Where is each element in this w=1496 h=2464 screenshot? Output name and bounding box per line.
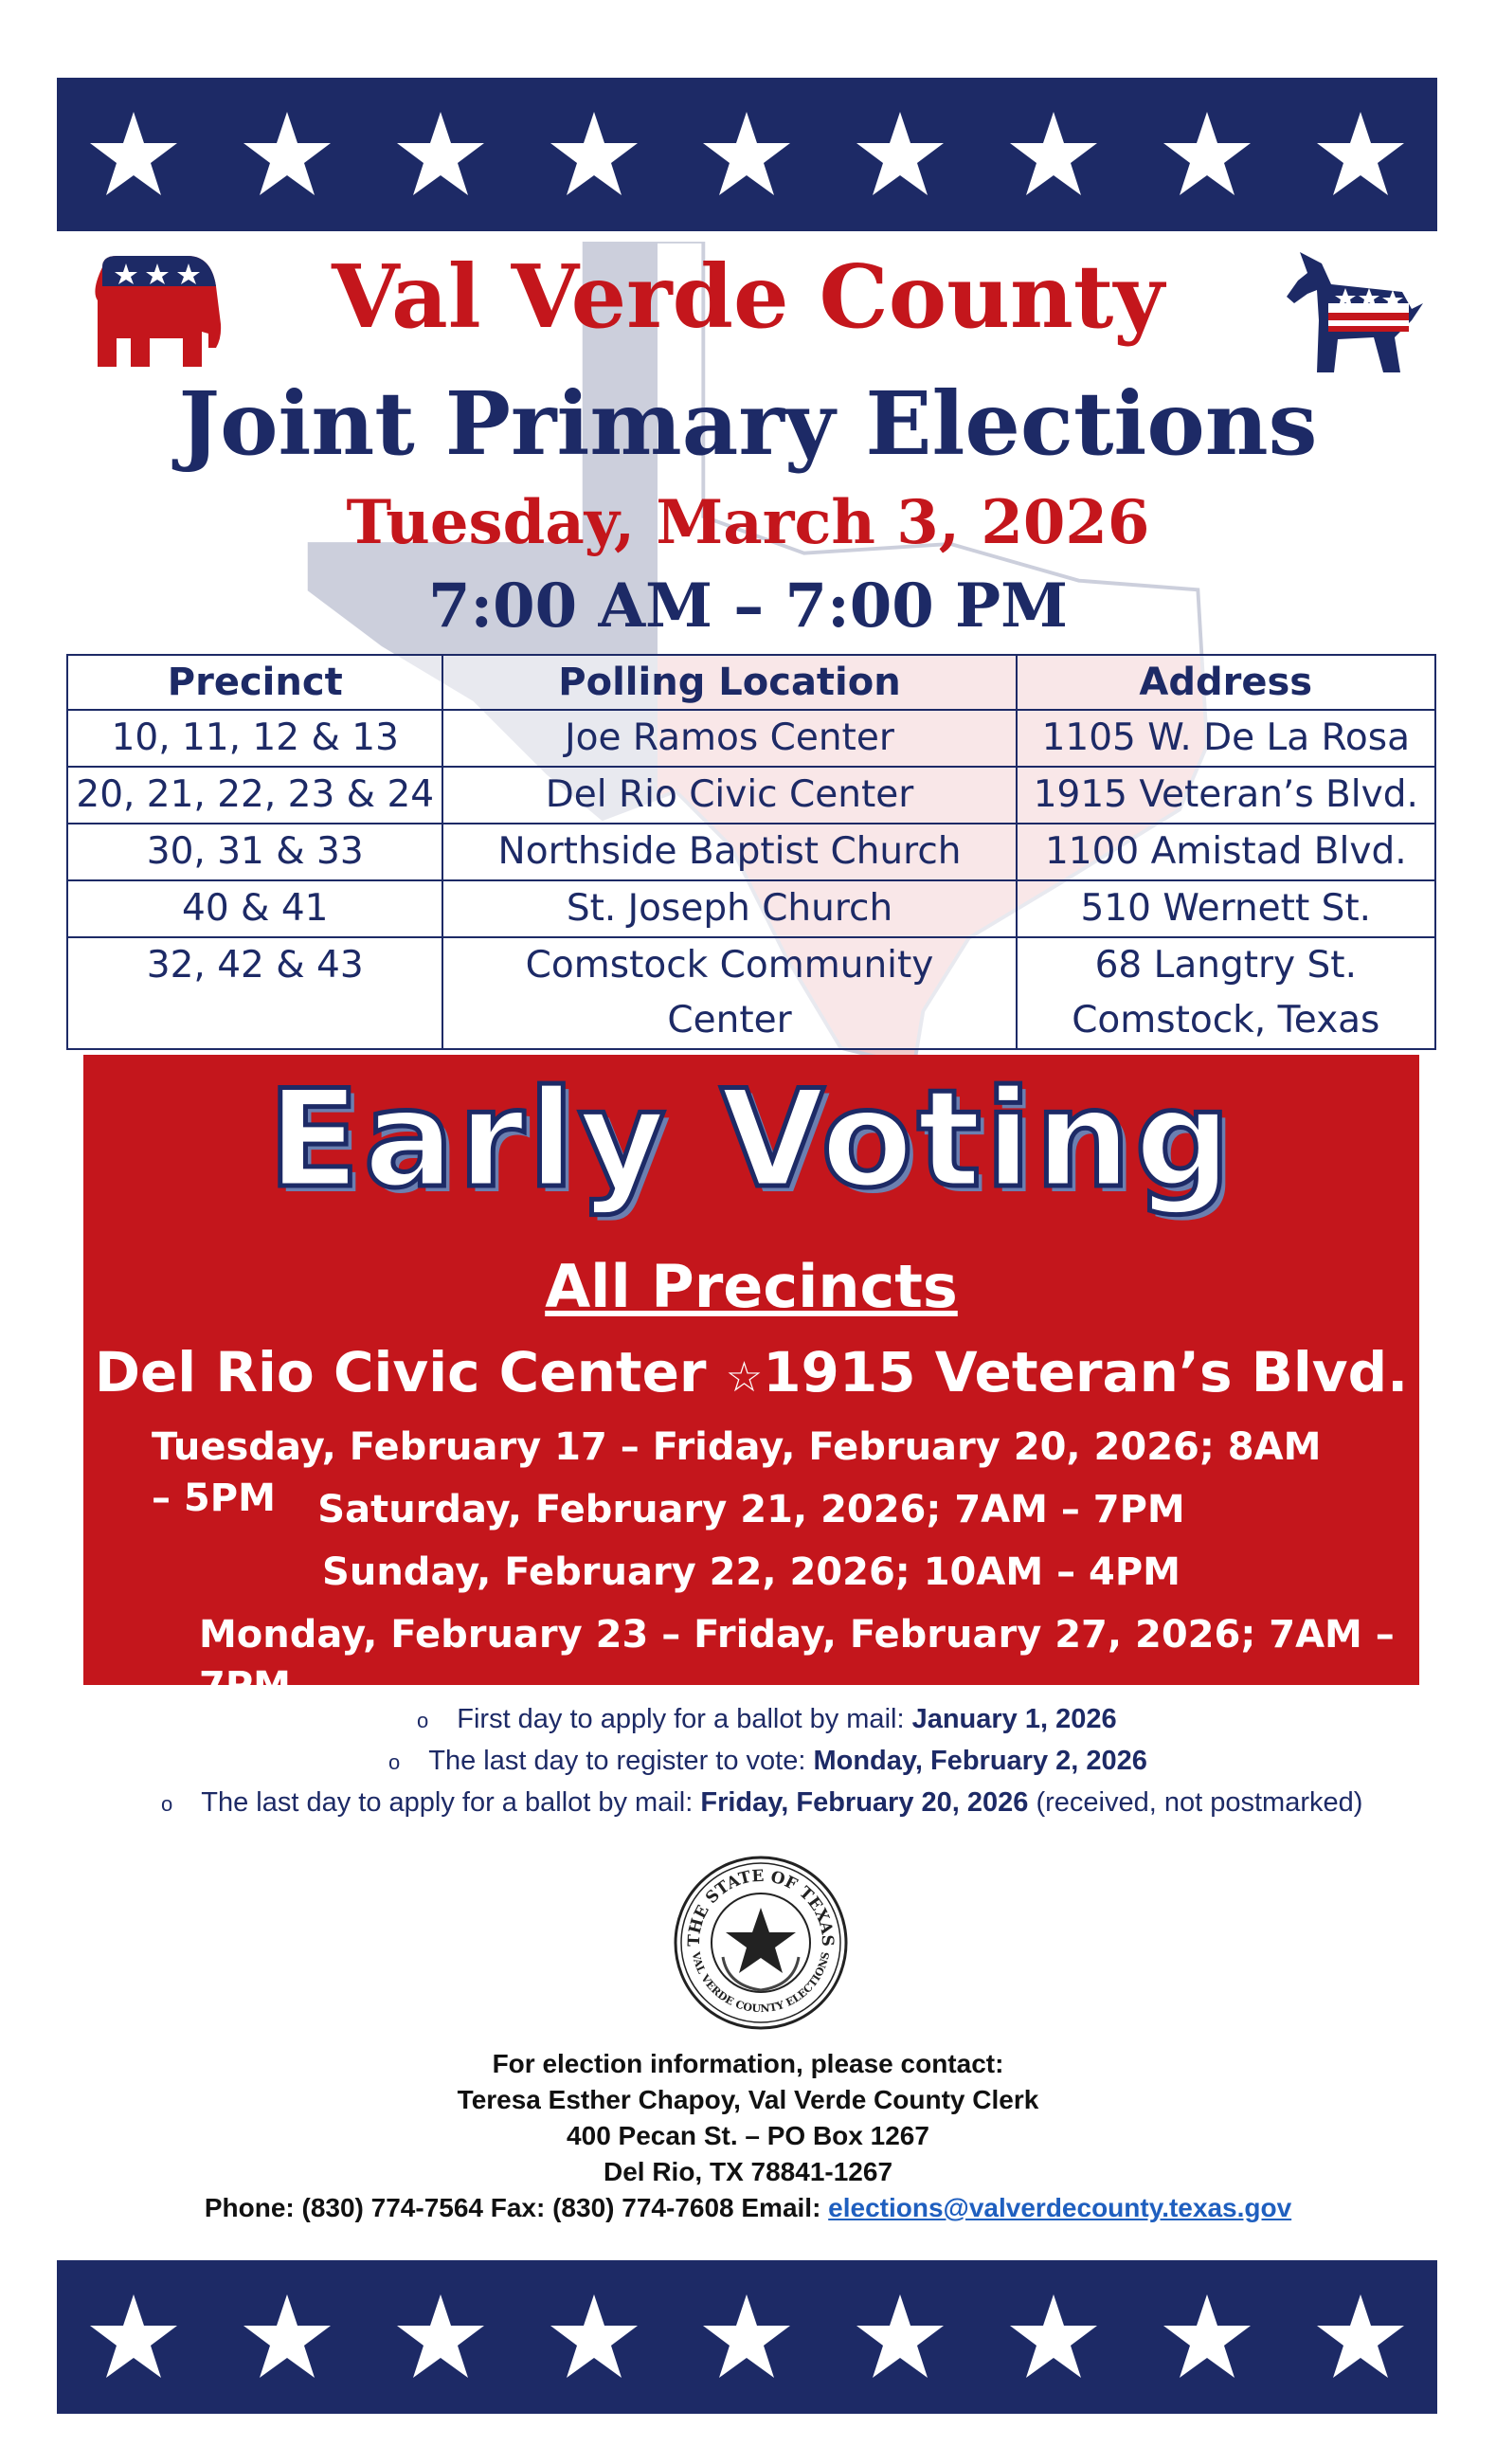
top-star-banner bbox=[57, 78, 1437, 231]
note-item bbox=[161, 1784, 1362, 1823]
location-line: Center bbox=[667, 999, 792, 1042]
star-icon bbox=[1006, 107, 1101, 202]
schedule-line: Saturday, February 21, 2026; 7AM – 7PM bbox=[317, 1488, 1185, 1531]
star-icon bbox=[393, 107, 488, 202]
bullet-icon: o bbox=[388, 1750, 401, 1774]
contact-heading: For election information, please contact: bbox=[492, 2049, 1004, 2078]
star-icon bbox=[1313, 107, 1408, 202]
note-text: The last day to apply for a ballot by mail: bbox=[201, 1787, 701, 1818]
location-cell: Joe Ramos Center bbox=[442, 710, 1016, 767]
star-icon bbox=[699, 2290, 794, 2384]
address-cell: 510 Wernett St. bbox=[1017, 880, 1435, 937]
star-icon bbox=[853, 2290, 947, 2384]
star-icon bbox=[86, 2290, 181, 2384]
contact-city: Del Rio, TX 78841-1267 bbox=[603, 2157, 893, 2186]
location-cell: St. Joseph Church bbox=[442, 880, 1016, 937]
star-outline-icon: ☆ bbox=[725, 1353, 764, 1402]
precinct-cell: 20, 21, 22, 23 & 24 bbox=[67, 767, 442, 824]
note-suffix: (received, not postmarked) bbox=[1028, 1787, 1363, 1818]
star-icon bbox=[547, 2290, 641, 2384]
address-line: 68 Langtry St. bbox=[1094, 944, 1357, 987]
svg-text:THE STATE OF TEXAS: THE STATE OF TEXAS bbox=[684, 1866, 838, 1948]
election-hours: 7:00 AM – 7:00 PM bbox=[427, 571, 1069, 642]
schedule-line: Monday, February 23 – Friday, February 27, 2026; 7AM – 7PM bbox=[199, 1613, 1395, 1708]
contact-street: 400 Pecan St. – PO Box 1267 bbox=[567, 2121, 929, 2150]
table-header-row bbox=[67, 655, 1435, 710]
star-icon bbox=[547, 107, 641, 202]
star-icon bbox=[1313, 2290, 1408, 2384]
early-voting-subtitle: All Precincts bbox=[545, 1252, 958, 1321]
note-date: Friday, February 20, 2026 bbox=[700, 1787, 1029, 1818]
column-header-polling-location: Polling Location bbox=[442, 655, 1016, 710]
precinct-cell: 40 & 41 bbox=[67, 880, 442, 937]
polling-locations-table bbox=[66, 654, 1436, 1050]
texas-seal-icon bbox=[671, 1853, 851, 2033]
location-address: 1915 Veteran’s Blvd. bbox=[763, 1340, 1409, 1404]
table-row bbox=[67, 710, 1435, 767]
location-cell: Northside Baptist Church bbox=[442, 824, 1016, 880]
contact-phone-fax: Phone: (830) 774-7564 Fax: (830) 774-7608 Email: bbox=[204, 2193, 829, 2222]
election-title: Joint Primary Elections bbox=[178, 372, 1318, 475]
table-row bbox=[67, 824, 1435, 880]
star-icon bbox=[853, 107, 947, 202]
star-icon bbox=[86, 107, 181, 202]
address-line: Comstock, Texas bbox=[1072, 999, 1380, 1042]
location-line: Comstock Community bbox=[525, 944, 934, 987]
contact-name: Teresa Esther Chapoy, Val Verde County Clerk bbox=[457, 2085, 1039, 2114]
election-date: Tuesday, March 3, 2026 bbox=[346, 487, 1150, 558]
star-icon bbox=[240, 2290, 334, 2384]
column-header-address: Address bbox=[1017, 655, 1435, 710]
schedule-line: Sunday, February 22, 2026; 10AM – 4PM bbox=[322, 1550, 1181, 1594]
schedule-line: Tuesday, February 17 – Friday, February 20, 2026; 8AM – 5PM bbox=[152, 1425, 1322, 1520]
star-icon bbox=[1160, 107, 1254, 202]
early-voting-title: Early Voting bbox=[267, 1061, 1235, 1218]
precinct-cell: 10, 11, 12 & 13 bbox=[67, 710, 442, 767]
star-icon bbox=[393, 2290, 488, 2384]
note-date: January 1, 2026 bbox=[911, 1704, 1117, 1734]
star-icon bbox=[1160, 2290, 1254, 2384]
note-text: First day to apply for a ballot by mail: bbox=[457, 1704, 912, 1734]
location-name: Del Rio Civic Center bbox=[94, 1340, 707, 1404]
bottom-star-banner bbox=[57, 2260, 1437, 2414]
address-cell bbox=[1017, 937, 1435, 1049]
column-header-precinct: Precinct bbox=[67, 655, 442, 710]
svg-text:VAL VERDE COUNTY ELECTIONS: VAL VERDE COUNTY ELECTIONS bbox=[689, 1950, 833, 2016]
location-cell bbox=[442, 937, 1016, 1049]
bullet-icon: o bbox=[417, 1709, 429, 1732]
address-cell: 1100 Amistad Blvd. bbox=[1017, 824, 1435, 880]
location-cell: Del Rio Civic Center bbox=[442, 767, 1016, 824]
early-voting-location bbox=[83, 1336, 1419, 1414]
table-row bbox=[67, 937, 1435, 1049]
email-link[interactable]: elections@valverdecounty.texas.gov bbox=[828, 2193, 1292, 2222]
star-icon bbox=[240, 107, 334, 202]
precinct-cell: 32, 42 & 43 bbox=[67, 937, 442, 1049]
note-item bbox=[388, 1742, 1147, 1782]
note-date: Monday, February 2, 2026 bbox=[813, 1746, 1147, 1776]
star-icon bbox=[1006, 2290, 1101, 2384]
bullet-icon: o bbox=[161, 1792, 173, 1816]
note-item bbox=[417, 1700, 1117, 1740]
note-text: The last day to register to vote: bbox=[428, 1746, 814, 1776]
precinct-cell: 30, 31 & 33 bbox=[67, 824, 442, 880]
contact-phone-email bbox=[0, 2190, 1496, 2226]
table-row bbox=[67, 767, 1435, 824]
county-title: Val Verde County bbox=[332, 245, 1164, 348]
address-cell: 1105 W. De La Rosa bbox=[1017, 710, 1435, 767]
star-icon bbox=[699, 107, 794, 202]
table-row bbox=[67, 880, 1435, 937]
address-cell: 1915 Veteran’s Blvd. bbox=[1017, 767, 1435, 824]
